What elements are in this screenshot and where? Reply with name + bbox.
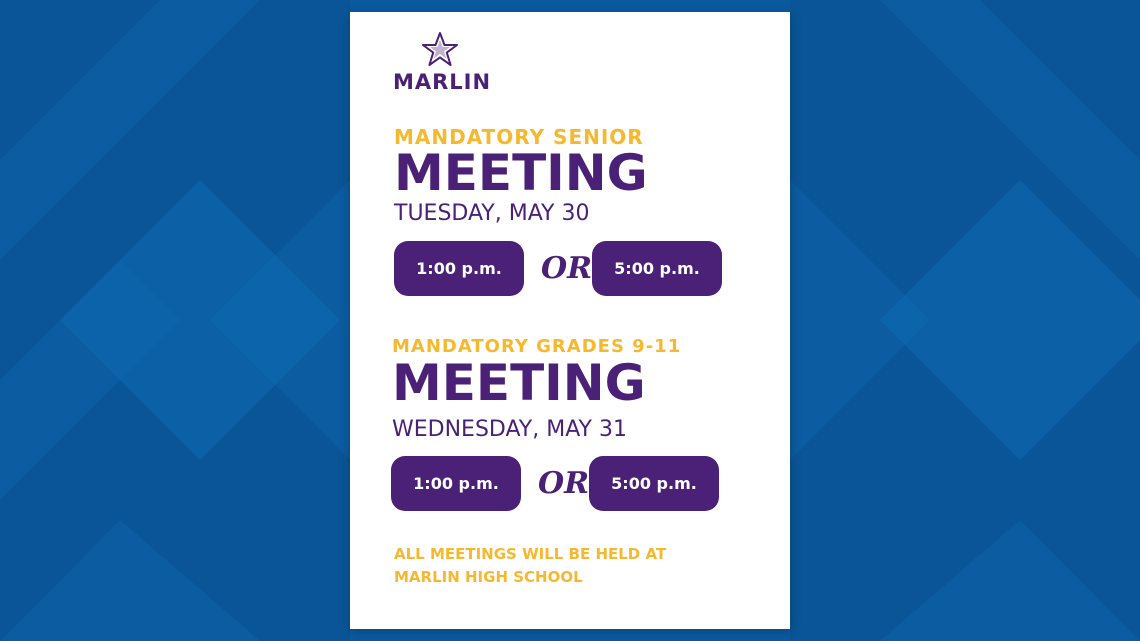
logo-wordmark: MARLIN (392, 70, 492, 94)
senior-date: TUESDAY, MAY 30 (394, 201, 590, 226)
footer-line-1: ALL MEETINGS WILL BE HELD AT (394, 545, 667, 563)
grades-date: WEDNESDAY, MAY 31 (392, 417, 627, 442)
senior-time-2-badge: 5:00 p.m. (592, 241, 722, 296)
grades-time-2-badge: 5:00 p.m. (589, 456, 719, 511)
star-icon (422, 32, 458, 68)
marlin-logo (392, 32, 492, 96)
senior-time-1-badge: 1:00 p.m. (394, 241, 524, 296)
meeting-flyer (350, 12, 790, 629)
senior-headline: MEETING (394, 144, 648, 202)
grades-or-text: OR (538, 466, 590, 501)
senior-kicker: MANDATORY SENIOR (394, 125, 644, 149)
grades-time-1-badge: 1:00 p.m. (391, 456, 521, 511)
footer-line-2: MARLIN HIGH SCHOOL (394, 568, 583, 586)
senior-or-text: OR (541, 251, 593, 286)
grades-headline: MEETING (392, 354, 646, 412)
grades-kicker: MANDATORY GRADES 9-11 (392, 336, 682, 357)
